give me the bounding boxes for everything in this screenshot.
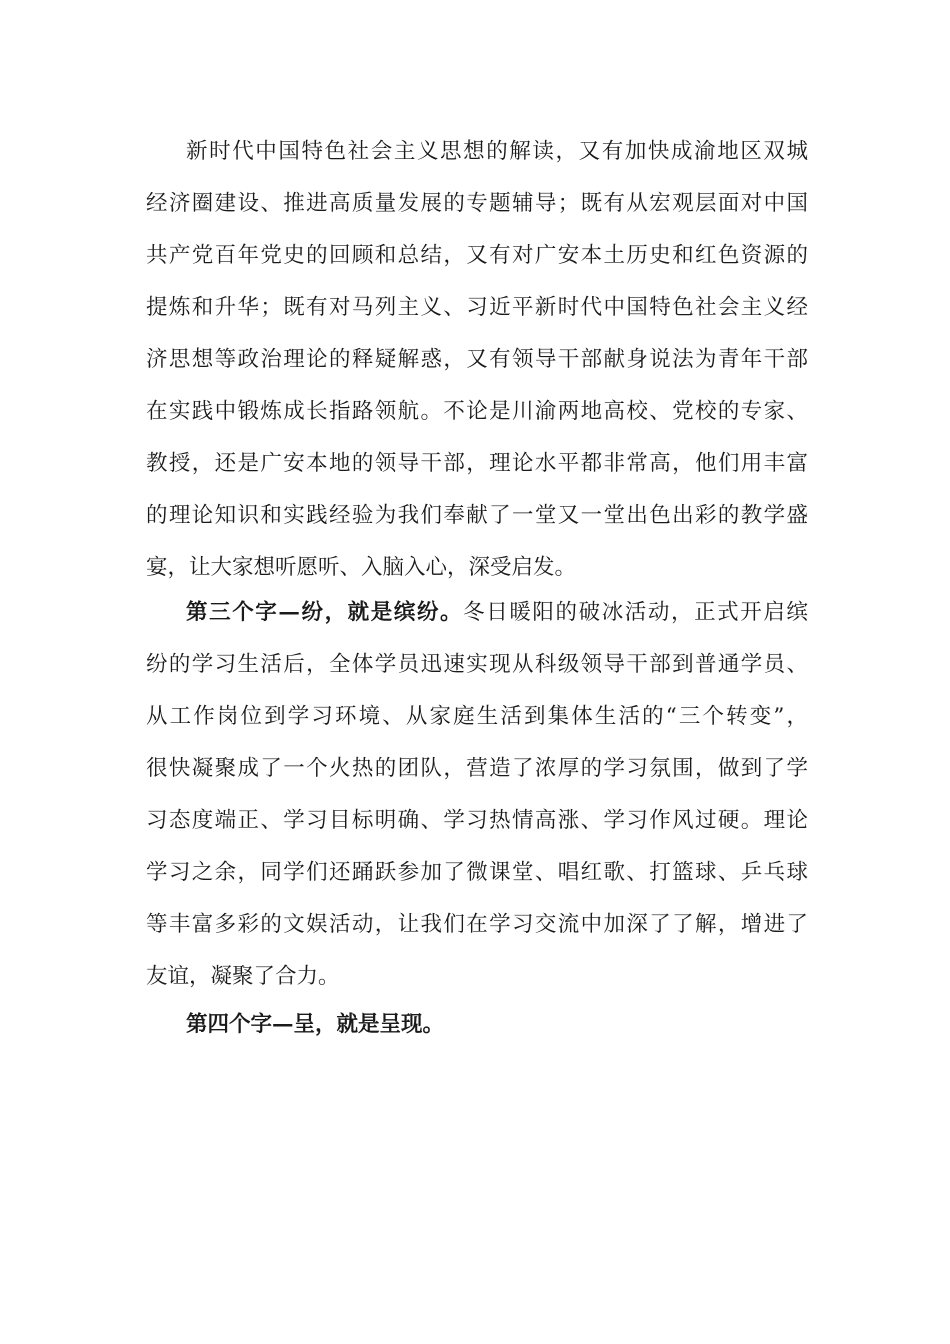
text-line: 很快凝聚成了一个火热的团队，营造了浓厚的学习氛围，做到了学 — [146, 756, 808, 781]
text-line: 在实践中锻炼成长指路领航。不论是川渝两地高校、党校的专家、 — [146, 399, 808, 424]
text-line: 提炼和升华；既有对马列主义、习近平新时代中国特色社会主义经 — [146, 295, 808, 320]
text-line: 纷的学习生活后，全体学员迅速实现从科级领导干部到普通学员、 — [146, 652, 808, 677]
text-line: 友谊，凝聚了合力。 — [146, 964, 340, 989]
text-line: 宴，让大家想听愿听、入脑入心，深受启发。 — [146, 555, 577, 580]
paragraph-fourth-word — [146, 999, 808, 1051]
text-line: 习态度端正、学习目标明确、学习热情高涨、学习作风过硬。理论 — [146, 808, 808, 833]
text-line: 济思想等政治理论的释疑解惑，又有领导干部献身说法为青年干部 — [146, 347, 808, 372]
text-line: 共产党百年党史的回顾和总结，又有对广安本土历史和红色资源的 — [146, 243, 808, 268]
text-run: 冬日暖阳的破冰活动，正式开启缤 — [463, 600, 808, 625]
section-heading: 第四个字—呈，就是呈现。 — [186, 1012, 445, 1037]
text-line: 的理论知识和实践经验为我们奉献了一堂又一堂出色出彩的教学盛 — [146, 503, 808, 528]
text-line-with-heading — [146, 587, 808, 639]
text-line: 从工作岗位到学习环境、从家庭生活到集体生活的“三个转变”， — [146, 704, 808, 729]
text-line: 等丰富多彩的文娱活动，让我们在学习交流中加深了了解，增进了 — [146, 912, 808, 937]
text-line: 经济圈建设、推进高质量发展的专题辅导；既有从宏观层面对中国 — [146, 191, 808, 216]
paragraph-lecture-content — [146, 126, 808, 594]
text-line: 教授，还是广安本地的领导干部，理论水平都非常高，他们用丰富 — [146, 451, 808, 476]
paragraph-third-word — [146, 587, 808, 1003]
section-heading: 第三个字—纷，就是缤纷。 — [186, 600, 464, 625]
text-line: 新时代中国特色社会主义思想的解读，又有加快成渝地区双城 — [186, 139, 808, 164]
text-line: 学习之余，同学们还踊跃参加了微课堂、唱红歌、打篮球、乒乓球 — [146, 860, 808, 885]
